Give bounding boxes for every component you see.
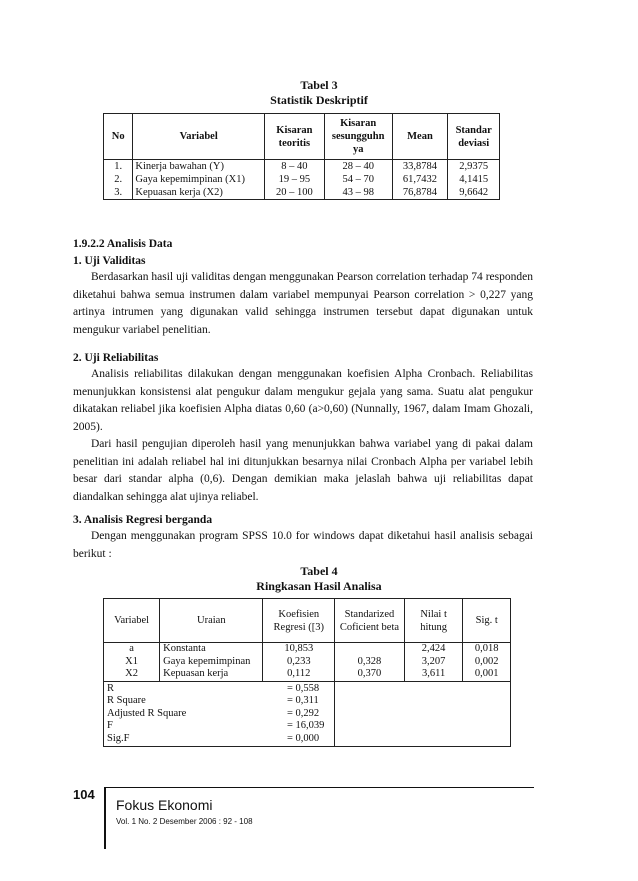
t3-cell: 9,6642 [448,186,500,200]
regresi-text: Dengan menggunakan program SPSS 10.0 for windows dapat diketahui hasil analisis sebagai berikut : [73,530,533,560]
t4-cell: 0,002 [474,655,499,667]
stat-row [107,695,331,708]
reliabilitas-title: 2. Uji Reliabilitas [73,352,159,364]
validitas-text: Berdasarkan hasil uji validitas dengan menggunakan Pearson correlation terhadap 74 responden diketahui bahwa semua instrumen dalam variabel mempunyai Pearson correlation > 0,227 yang artinya intrumen yang digunakan valid sehingga instrumen tersebut dapat digunakan untuk mengukur variabel penelitian. [73,271,533,336]
t4-koef-cell [263,643,335,682]
t4-cell: X2 [125,668,138,679]
stat-value: = 16,039 [287,720,325,731]
regresi-paragraph [73,528,533,563]
t4-header-uraian: Uraian [160,599,263,643]
t4-header-nilai-t: Nilai t hitung [404,599,463,643]
stat-label: Sig.F [107,732,130,744]
stat-row [107,720,331,733]
footer-vertical-rule [104,787,106,849]
reliabilitas-text-2: Dari hasil pengujian diperoleh hasil yang menunjukkan bahwa variabel yang di pakai dalam penelitian ini adalah reliabel hal ini ditunjukkan besarnya nilai Cronbach Alpha per variabel lebih besar dari standar alpha (0,6). Dengan demikian maka jelaslah bahwa uji reliabilitas dapat diandalkan sehingga alat ujinya reliabel. [73,438,533,503]
t4-beta-cell [335,643,405,682]
stat-label: R [107,682,115,694]
t4-t-cell [404,643,463,682]
t3-header-kisaran-sesungguhnya: Kisaran sesungguhn ya [324,114,392,160]
t4-cell: 0,112 [287,668,311,679]
t3-cell: 4,1415 [448,173,500,186]
t4-cell: 0,328 [357,655,382,667]
t3-cell: 19 – 95 [265,173,325,186]
t4-cell: Kepuasan kerja [163,668,229,679]
reliabilitas-paragraph [73,366,533,506]
stat-value: = 0,292 [287,707,320,719]
t4-cell: 0,370 [357,668,382,679]
t3-header-mean: Mean [392,114,448,160]
t4-header-standarized: Standarized Coficient beta [335,599,405,643]
table4 [103,598,511,747]
stat-label: R Square [107,695,146,706]
t3-cell: 1. [104,160,133,174]
t4-cell: 2,424 [421,643,446,654]
stat-value: = 0,000 [287,732,320,744]
validitas-title: 1. Uji Validitas [73,255,146,267]
t4-cell: Gaya kepemimpinan [163,655,251,667]
table3 [103,113,500,200]
t4-cell: 0,001 [474,668,499,679]
t4-header-variabel: Variabel [104,599,160,643]
t3-cell: 76,8784 [392,186,448,200]
page-number: 104 [73,787,95,802]
footer-rule [104,787,534,788]
stat-row [107,733,331,746]
table-row [104,160,500,174]
t4-variabel-cell [104,643,160,682]
t3-cell: Gaya kepemimpinan (X1) [133,173,265,186]
table4-subtitle: Ringkasan Hasil Analisa [256,579,382,593]
t4-cell: 0,233 [286,655,311,667]
t4-empty-cell [335,681,511,747]
t4-sig-cell [463,643,511,682]
stat-row [107,683,331,696]
validitas-paragraph [73,269,533,339]
t3-cell: 20 – 100 [265,186,325,200]
t3-cell: 2. [104,173,133,186]
t4-cell: 3,207 [421,655,446,667]
t3-header-standar-deviasi: Standar deviasi [448,114,500,160]
t4-cell: 10,853 [284,643,314,654]
stat-value: = 0,311 [287,695,319,706]
table-row [104,643,511,682]
t3-header-kisaran-teoritis: Kisaran teoritis [265,114,325,160]
t4-uraian-cell [160,643,263,682]
t3-header-variabel: Variabel [133,114,265,160]
section-heading: 1.9.2.2 Analisis Data [73,238,173,250]
table3-title: Tabel 3 [300,78,338,92]
t4-cell: a [129,643,134,654]
stat-value: = 0,558 [287,682,320,694]
t4-cell: Konstanta [163,643,206,654]
stat-row [107,708,331,721]
stat-label: Adjusted R Square [107,707,187,719]
t3-cell: 28 – 40 [324,160,392,174]
t3-cell: 61,7432 [392,173,448,186]
t3-cell: 2,9375 [448,160,500,174]
regresi-title: 3. Analisis Regresi berganda [73,514,213,526]
t3-cell: 54 – 70 [324,173,392,186]
t4-header-koefisien: Koefisien Regresi ([3) [263,599,335,643]
t4-stats-row [104,681,511,747]
journal-name: Fokus Ekonomi [116,797,213,813]
t3-cell: 8 – 40 [265,160,325,174]
t4-cell: 0,018 [474,643,499,654]
stat-label: F [107,720,113,731]
reliabilitas-text-1: Analisis reliabilitas dilakukan dengan menggunakan koefisien Alpha Cronbach. Reliabilitas menunjukkan konsistensi alat pengukur dalam mengukur gejala yang sama. Suatu alat pengukur dikatakan reliabel jika koefisien Alpha diatas 0,60 (a>0,60) (Nunnally, 1967, dalam Imam Ghozali, 2005). [73,368,533,433]
t4-header-sig-t: Sig. t [463,599,511,643]
table3-subtitle: Statistik Deskriptif [270,93,368,107]
t4-stats-cell [104,681,335,747]
t3-cell: Kepuasan kerja (X2) [133,186,265,200]
table4-title: Tabel 4 [300,564,338,578]
t4-cell: 3,611 [421,668,446,679]
table-row [104,186,500,200]
table-row [104,173,500,186]
t3-cell: 33,8784 [392,160,448,174]
journal-volume: Vol. 1 No. 2 Desember 2006 : 92 - 108 [116,817,253,826]
t3-cell: Kinerja bawahan (Y) [133,160,265,174]
t4-cell: X1 [125,655,138,667]
t3-cell: 3. [104,186,133,200]
t3-header-no: No [104,114,133,160]
t3-cell: 43 – 98 [324,186,392,200]
